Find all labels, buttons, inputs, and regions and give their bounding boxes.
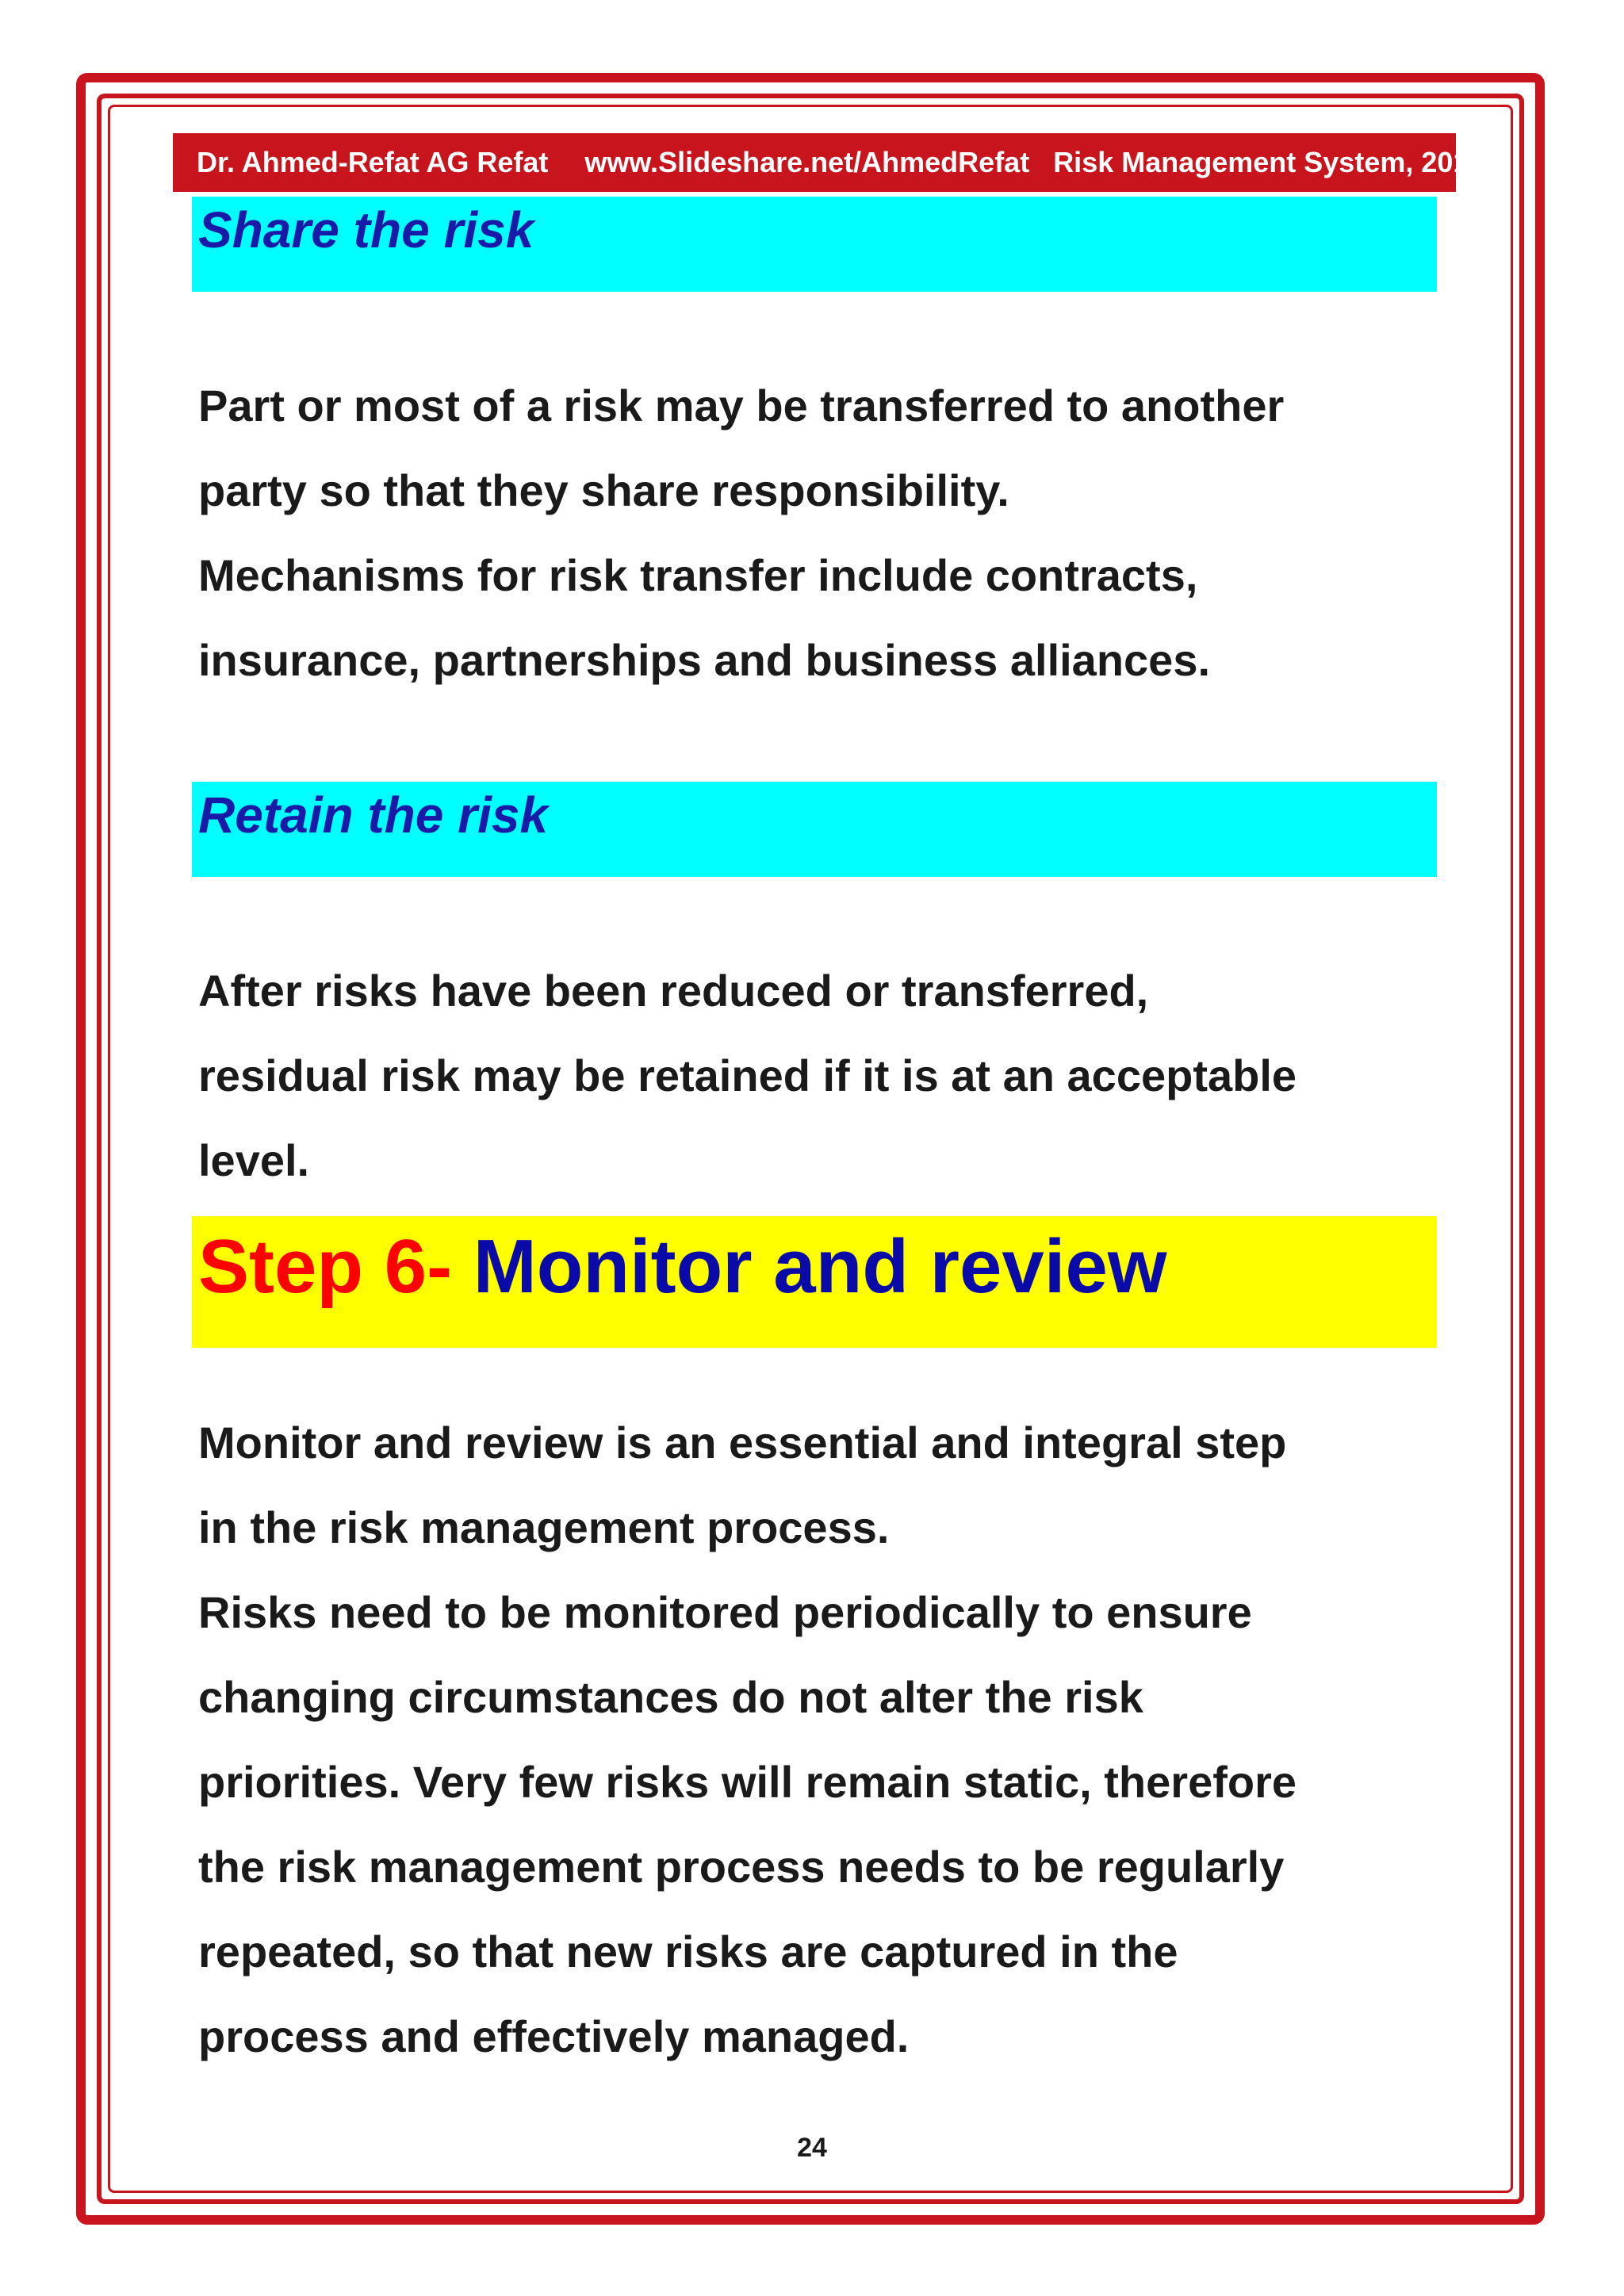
paragraph-line: party so that they share responsibility. [198,465,1009,515]
paragraph-line: process and effectively managed. [198,2011,910,2061]
step-number: Step 6- [198,1224,453,1309]
retain-risk-paragraph [198,948,1435,1203]
share-risk-heading-band [192,197,1437,292]
running-header [173,133,1485,192]
paragraph-line: Monitor and review is an essential and integral step [198,1418,1287,1468]
paragraph-line: priorities. Very few risks will remain static, therefore [198,1757,1297,1807]
paragraph-line: Part or most of a risk may be transferred to another [198,381,1285,430]
retain-risk-heading: Retain the risk [198,786,549,844]
header-website: www.Slideshare.net/AhmedRefat [584,146,1030,178]
retain-risk-heading-band [192,782,1437,877]
paragraph-line: residual risk may be retained if it is at an acceptable [198,1050,1297,1100]
share-risk-heading: Share the risk [198,201,534,258]
header-document-title: Risk Management System, 2012 [1053,146,1485,178]
step-6-heading [198,1216,1437,1309]
paragraph-line: repeated, so that new risks are captured in the [198,1927,1178,1976]
paragraph-line: Risks need to be monitored periodically to ensure [198,1587,1252,1637]
step-6-heading-band [192,1216,1437,1348]
paragraph-line: the risk management process needs to be regularly [198,1842,1285,1892]
paragraph-line: After risks have been reduced or transferred, [198,966,1149,1016]
paragraph-line: insurance, partnerships and business alliances. [198,635,1211,685]
page-number: 24 [797,2133,827,2163]
paragraph-line: Mechanisms for risk transfer include contracts, [198,550,1198,600]
share-risk-paragraph [198,363,1435,702]
step-name: Monitor and review [452,1224,1167,1309]
header-author: Dr. Ahmed-Refat AG Refat [197,146,549,178]
paragraph-line: level. [198,1135,310,1185]
step-6-paragraph [198,1400,1435,2079]
paragraph-line: in the risk management process. [198,1502,890,1552]
paragraph-line: changing circumstances do not alter the risk [198,1672,1143,1722]
